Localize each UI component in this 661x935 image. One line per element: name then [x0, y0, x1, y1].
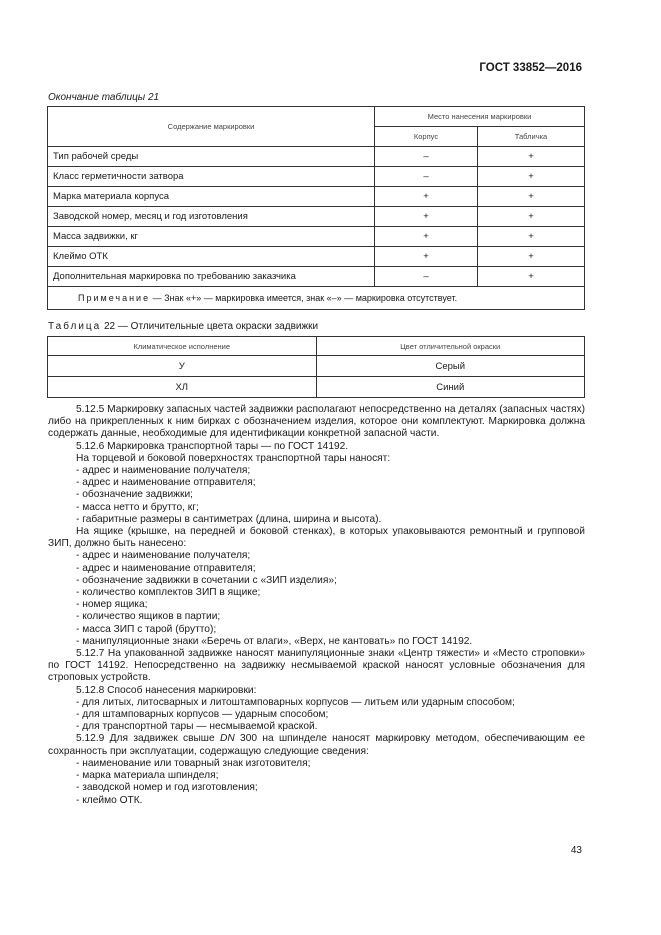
- row-label: Масса задвижки, кг: [48, 227, 375, 247]
- p7-start: 5.12.9 Для задвижек свыше: [76, 733, 220, 745]
- col-place-header: Место нанесения маркировки: [375, 107, 585, 127]
- row-body-mark: –: [375, 267, 478, 287]
- row-plate-mark: +: [478, 147, 585, 167]
- col-climate-header: Климатическое исполнение: [48, 337, 317, 356]
- table22-caption-label: Таблица: [48, 321, 102, 332]
- row-label: Класс герметичности затвора: [48, 167, 375, 187]
- note-label: Примечание: [78, 293, 151, 303]
- color-cell: Синий: [316, 377, 585, 398]
- table22-caption: [48, 321, 318, 332]
- row-label: Заводской номер, месяц и год изготовления: [48, 207, 375, 227]
- col-plate-header: Табличка: [478, 127, 585, 147]
- climate-cell: У: [48, 356, 317, 377]
- list-item: - адрес и наименование отправителя;: [76, 562, 256, 574]
- row-plate-mark: +: [478, 207, 585, 227]
- list-item: - адрес и наименование отправителя;: [76, 477, 256, 489]
- table-row: [48, 356, 585, 377]
- list-item: - для литых, литосварных и литоштамповарных корпусов — литьем или ударным способом;: [76, 696, 515, 708]
- table-row: [48, 377, 585, 398]
- row-label: Тип рабочей среды: [48, 147, 375, 167]
- list-item: - клеймо ОТК.: [76, 794, 143, 806]
- list-item: - адрес и наименование получателя;: [76, 550, 251, 562]
- list-item: - обозначение задвижки в сочетании с «ЗИП изделия»;: [76, 574, 337, 586]
- paragraph-5-12-7: 5.12.7 На упакованной задвижке наносят манипуляционные знаки «Центр тяжести» и «Место строповки» по ГОСТ 14192. Непосредственно на задвижку несмываемой краской наносят условные обозначения для строповых устройств.: [48, 648, 585, 684]
- list-item: - адрес и наименование получателя;: [76, 465, 251, 477]
- dn-symbol: DN: [219, 733, 235, 745]
- table-row: [48, 147, 585, 167]
- row-plate-mark: +: [478, 267, 585, 287]
- row-label: Марка материала корпуса: [48, 187, 375, 207]
- list-item: - марка материала шпинделя;: [76, 770, 219, 782]
- paragraph-5-12-8: 5.12.8 Способ нанесения маркировки:: [76, 684, 257, 696]
- row-plate-mark: +: [478, 167, 585, 187]
- table-row: [48, 207, 585, 227]
- row-plate-mark: +: [478, 247, 585, 267]
- list-item: - количество ящиков в партии;: [76, 611, 221, 623]
- list-item: - наименование или товарный знак изготовителя;: [76, 757, 311, 769]
- row-plate-mark: +: [478, 227, 585, 247]
- body-text: [48, 404, 585, 807]
- table-row: [48, 247, 585, 267]
- row-label: Клеймо ОТК: [48, 247, 375, 267]
- col-body-header: Корпус: [375, 127, 478, 147]
- list-item: - количество комплектов ЗИП в ящике;: [76, 587, 261, 599]
- list-item: - номер ящика;: [76, 599, 148, 611]
- list-item: - масса нетто и брутто, кг;: [76, 501, 199, 513]
- list-item: - для транспортной тары — несмываемой краской.: [76, 721, 318, 733]
- row-label: Дополнительная маркировка по требованию заказчика: [48, 267, 375, 287]
- paragraph-5-12-6: 5.12.6 Маркировка транспортной тары — по ГОСТ 14192.: [76, 440, 349, 452]
- table-row: [48, 267, 585, 287]
- paragraph-5-12-9: [48, 733, 585, 757]
- note-text: — Знак «+» — маркировка имеется, знак «–» — маркировка отсутствует.: [150, 293, 458, 303]
- standard-number: ГОСТ 33852—2016: [479, 62, 582, 74]
- p7-end: 300 на шпинделе наносят маркировку методом, обеспечивающим ее сохранность при эксплуатации, содержащую следующие сведения:: [48, 733, 586, 757]
- row-body-mark: –: [375, 147, 478, 167]
- row-body-mark: +: [375, 227, 478, 247]
- table22-caption-text: 22 — Отличительные цвета окраски задвижки: [101, 321, 319, 332]
- table-note-row: [48, 287, 585, 310]
- marking-table: [47, 106, 585, 310]
- list-item: - обозначение задвижки;: [76, 489, 193, 501]
- list-item: - заводской номер и год изготовления;: [76, 782, 258, 794]
- row-body-mark: +: [375, 207, 478, 227]
- paragraph-transport: На торцевой и боковой поверхностях транспортной тары наносят:: [76, 452, 391, 464]
- table-row: [48, 227, 585, 247]
- list-item: - для штамповарных корпусов — ударным способом;: [76, 709, 329, 721]
- table-row: [48, 167, 585, 187]
- page-number: 43: [570, 845, 582, 856]
- paragraph-box: На ящике (крышке, на передней и боковой стенках), в которых упаковываются ремонтный и групповой ЗИП, должно быть нанесено:: [48, 526, 585, 550]
- row-body-mark: –: [375, 167, 478, 187]
- col-content-header: Содержание маркировки: [48, 107, 375, 147]
- row-body-mark: +: [375, 187, 478, 207]
- list-item: - манипуляционные знаки «Беречь от влаги», «Верх, не кантовать» по ГОСТ 14192.: [76, 635, 473, 647]
- list-item: - габаритные размеры в сантиметрах (длина, ширина и высота).: [76, 513, 382, 525]
- col-color-header: Цвет отличительной окраски: [316, 337, 585, 356]
- table-row: [48, 187, 585, 207]
- color-cell: Серый: [316, 356, 585, 377]
- colors-table: [47, 336, 585, 398]
- row-plate-mark: +: [478, 187, 585, 207]
- list-item: - масса ЗИП с тарой (брутто);: [76, 623, 217, 635]
- table21-caption: Окончание таблицы 21: [48, 92, 160, 103]
- climate-cell: ХЛ: [48, 377, 317, 398]
- table-note: [48, 287, 585, 310]
- paragraph-5-12-5: 5.12.5 Маркировку запасных частей задвижки располагают непосредственно на деталях (запасных частях) либо на прикрепленных к ним бирках с обозначением изделия, которое они комплектуют. Маркировка должна содержать данные, необходимые для идентификации конкретной запасной части.: [48, 404, 585, 440]
- row-body-mark: +: [375, 247, 478, 267]
